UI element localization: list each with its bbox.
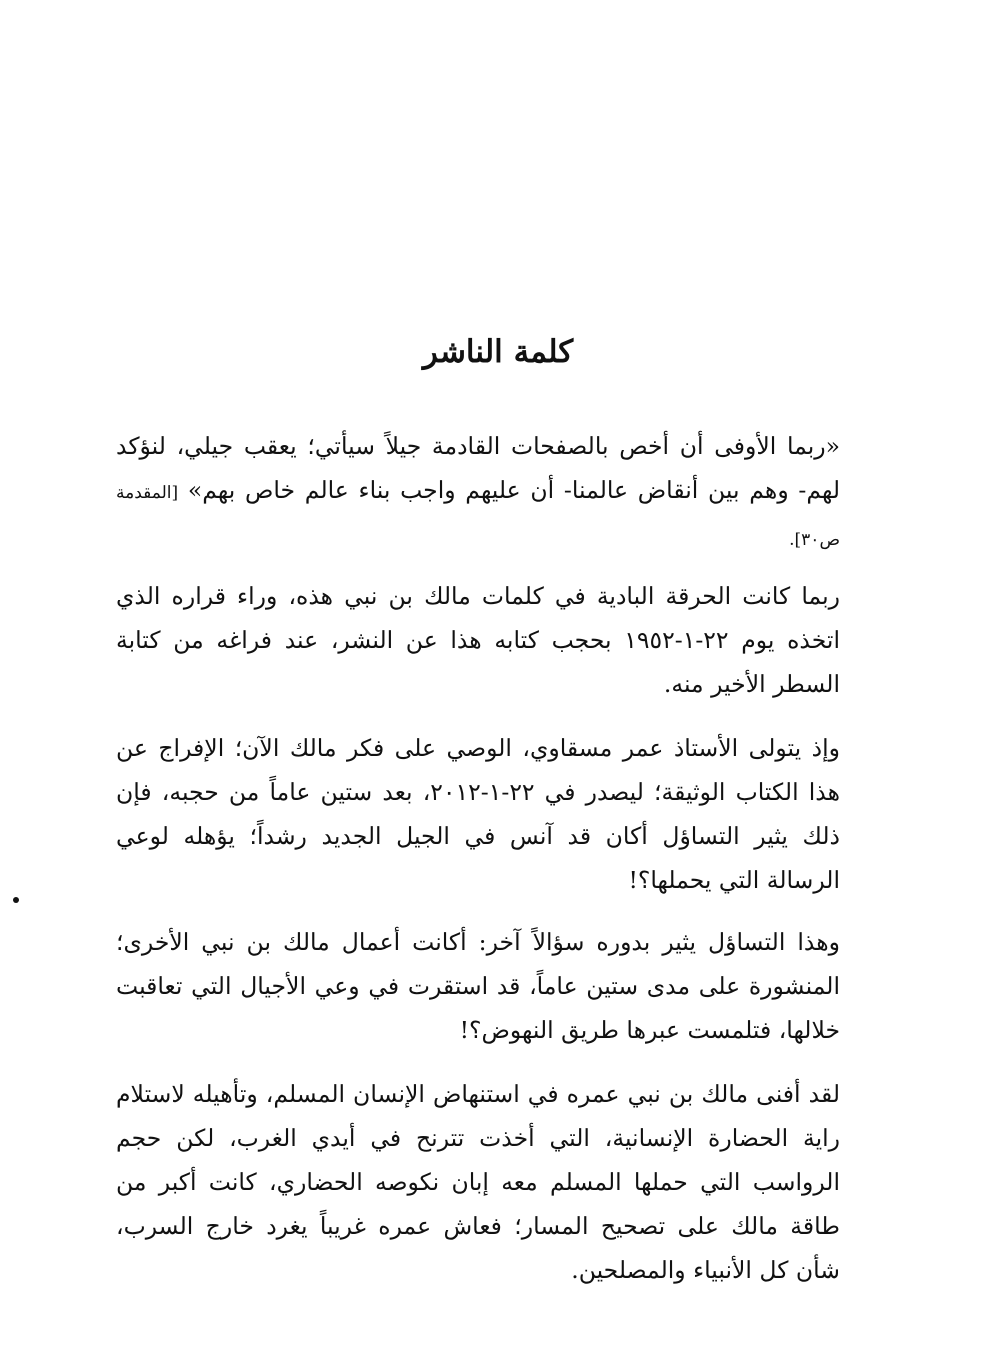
page-title: كلمة الناشر — [422, 334, 574, 370]
paragraph-4: لقد أفنى مالك بن نبي عمره في استنهاض الإنسان المسلم، وتأهيله لاستلام راية الحضارة الإنسانية، التي أخذت تترنح في أيدي الغرب، لكن حجم الرواسب التي حملها المسلم معه إبان نكوصه الحضاري، كانت أكبر من طاقة مالك على تصحيح المسار؛ فعاش عمره غريباً يغرد خارج السرب، شأن كل الأنبياء والمصلحين. — [116, 1080, 840, 1284]
paragraph-1: ربما كانت الحرقة البادية في كلمات مالك بن نبي هذه، وراء قراره الذي اتخذه يوم ٢٢-١-١٩٥٢ بحجب كتابه هذا عن النشر، عند فراغه من كتابة السطر الأخير منه. — [116, 582, 840, 698]
margin-dot-mark — [13, 897, 19, 903]
quote-citation: [المقدمة ص٣٠]. — [116, 483, 840, 550]
quote-text: «ربما الأوفى أن أخص بالصفحات القادمة جيلاً سيأتي؛ يعقب جيلي، لنؤكد لهم- وهم بين أنقاض عالمنا- أن عليهم واجب بناء عالم خاص بهم» — [116, 432, 840, 504]
quote-paragraph — [116, 424, 840, 562]
paragraph-2: وإذ يتولى الأستاذ عمر مسقاوي، الوصي على فكر مالك الآن؛ الإفراج عن هذا الكتاب الوثيقة؛ ليصدر في ٢٢-١-٢٠١٢، بعد ستين عاماً من حجبه، فإن ذلك يثير التساؤل أكان قد آنس في الجيل الجديد رشداً؛ يؤهله لوعي الرسالة التي يحملها؟! — [116, 734, 840, 894]
paragraph-3: وهذا التساؤل يثير بدوره سؤالاً آخر: أكانت أعمال مالك بن نبي الأخرى؛ المنشورة على مدى ستين عاماً، قد استقرت في وعي الأجيال التي تعاقبت خلالها، فتلمست عبرها طريق النهوض؟! — [116, 928, 840, 1044]
